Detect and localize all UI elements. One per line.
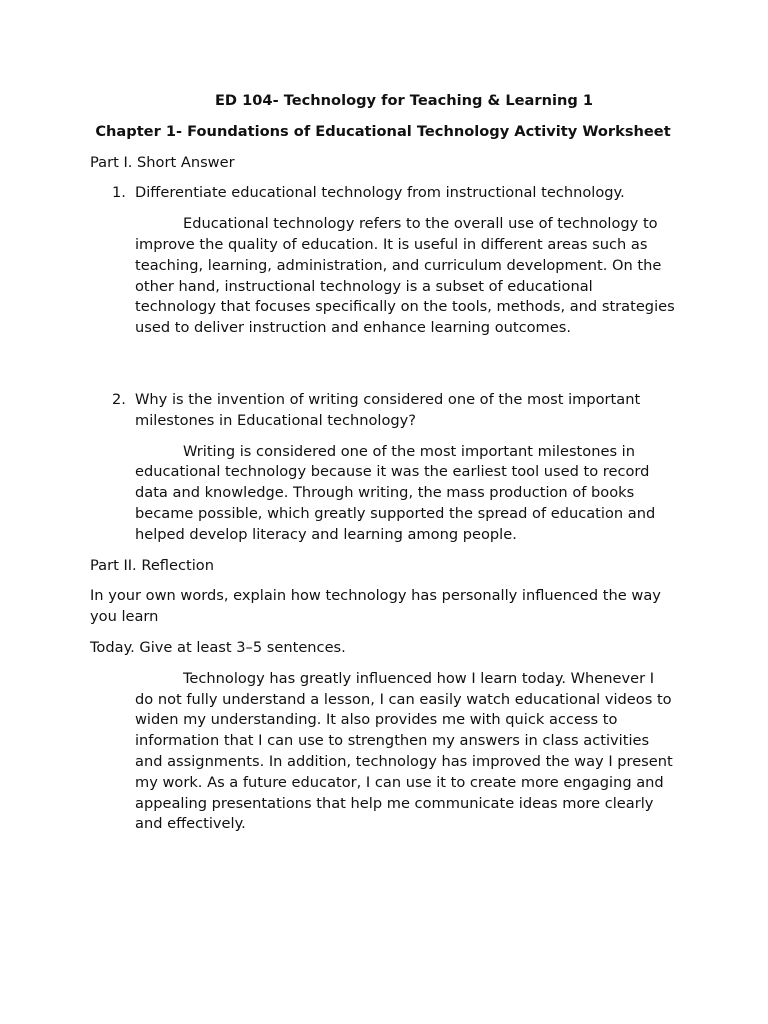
chapter-title: Chapter 1- Foundations of Educational Technology Activity Worksheet bbox=[95, 122, 671, 140]
question-1-number: 1. bbox=[112, 184, 126, 202]
question-2 bbox=[90, 390, 676, 432]
spacer bbox=[90, 349, 676, 390]
course-title: ED 104- Technology for Teaching & Learning 1 bbox=[214, 92, 594, 109]
answer-2: Writing is considered one of the most important milestones in educational technology because it was the earliest tool used to record data and knowledge. Through writing, the mass production of books became possible, which greatly supported the spread of education and helped develop literacy and learning among people. bbox=[135, 442, 656, 543]
question-2-number: 2. bbox=[112, 390, 126, 408]
worksheet-page bbox=[90, 91, 676, 845]
reflection-answer: Technology has greatly influenced how I learn today. Whenever I do not fully understand a lesson, I can easily watch educational videos to widen my understanding. It also provides me with quick access to information that I can use to strengthen my answers in class activities and assignments. In addition, technology has improved the way I present my work. As a future educator, I can use it to create more engaging and appealing presentations that help me communicate ideas more clearly and effectively. bbox=[135, 669, 673, 833]
reflection-prompt: In your own words, explain how technology has personally influenced the way you learn bbox=[90, 587, 661, 626]
question-1 bbox=[90, 183, 676, 204]
question-2-text: Why is the invention of writing considered one of the most important milestones in Educational technology? bbox=[135, 390, 641, 429]
reflection-instruction: Today. Give at least 3–5 sentences. bbox=[90, 638, 346, 656]
question-1-text: Differentiate educational technology from instructional technology. bbox=[135, 184, 625, 202]
part2-heading: Part II. Reflection bbox=[90, 556, 214, 574]
part1-heading: Part I. Short Answer bbox=[90, 153, 235, 171]
answer-1: Educational technology refers to the overall use of technology to improve the quality of education. It is useful in different areas such as teaching, learning, administration, and curriculum development. On the other hand, instructional technology is a subset of educational technology that focuses specifically on the tools, methods, and strategies used to deliver instruction and enhance learning outcomes. bbox=[135, 215, 675, 337]
